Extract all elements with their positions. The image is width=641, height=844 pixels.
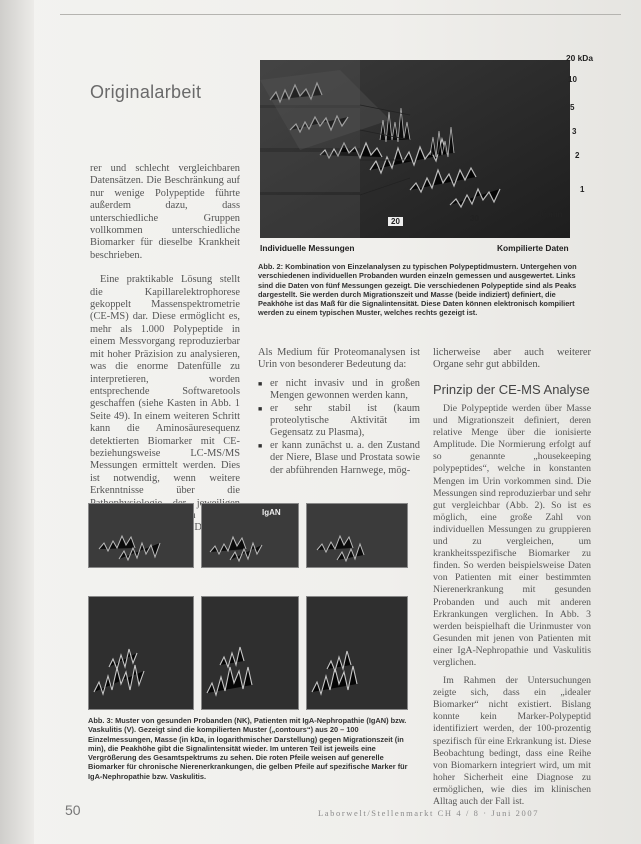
axis-label-30: 30 (470, 214, 479, 223)
middle-intro: Als Medium für Proteomanalysen ist Urin von besonderer Bedeutung da: (258, 347, 420, 371)
axis-label-20: 20 (388, 217, 403, 226)
axis-label-40min: 40 min (537, 210, 563, 219)
figure-2-caption: Abb. 2: Kombination von Einzelanalysen zu typischen Polypeptidmustern. Untergehen von verschiedenen individuellen Probanden wurden einzeln gemessen und ausgewertet. Links sind die Daten von fünf Messungen gezeigt. Die verschiedenen Polypeptide sind als Peaks dargestellt. Sie werden durch Migrationszeit und Masse (beide indiziert) definiert, die Peakhöhe ist das Maß für die Signalintensität. Diese Daten können elektronisch kompiliert werden zu einem typischen Muster, welches rechts gezeigt ist. (258, 262, 577, 318)
axis-label-10: 10 (568, 75, 577, 84)
tile-label-igan: IgAN (262, 508, 281, 517)
figure-3-tile-nk-bottom (88, 596, 194, 710)
middle-column (258, 347, 420, 477)
axis-label-20kda: 20 kDa (566, 53, 594, 63)
bullet-item: ■ er kann zunächst u. a. den Zustand der Niere, Blase und Prostata sowie der abführenden Harnwege, mög- (258, 440, 420, 477)
axis-label-5: 5 (570, 103, 575, 112)
right-column (433, 403, 591, 814)
figure-3-tile-nk-top (88, 503, 194, 568)
figure-3-tile-v-top (306, 503, 408, 568)
subheading: Prinzip der CE-MS Analyse (433, 382, 590, 397)
figure-3-tile-igan-top (201, 503, 299, 568)
figure-2-label-left: Individuelle Messungen (260, 243, 355, 253)
figure-2-image (260, 60, 570, 238)
section-heading: Originalarbeit (90, 82, 202, 102)
left-column (90, 163, 240, 553)
right-paragraph-2: Im Rahmen der Untersuchungen zeigte sich, dass ein „idealer Biomarker“ nicht existiert. Bislang konnte kein Marker-Polypeptid identifiziert werden, der 100-prozentig spezifisch für eine Erkrankung ist. Diese Beobachtung bedingt, dass eine Reihe von Biomarkern integriert wird, um mit hoher Sicherheit eine Diagnose zu ermöglichen, wie dies im klinischen Alltag auch der Fall ist. (433, 675, 591, 807)
left-paragraph-1: rer und schlecht vergleichbaren Datensätzen. Die Beschränkung auf nur wenige Polypeptide führte außerdem dazu, dass unterschiedliche Gruppen vollkommen unterschiedliche Biomarker für dieselbe Krankheit beschrieben. (90, 163, 240, 261)
axis-label-3: 3 (572, 127, 577, 136)
figure-3-tile-igan-bottom (201, 596, 299, 710)
figure-2-label-right: Kompilierte Daten (497, 243, 569, 253)
tile-graphic (202, 504, 298, 567)
right-paragraph-1: Die Polypeptide werden über Masse und Migrationszeit definiert, deren relative Menge über die ionisierte Amplitude. Die Normierung erfolgt auf so genannte „housekeeping polypeptides“, welche in konstanten Mengen im Urin vorkommen sind. Die Messungen sind reproduzierbar und sehr gut vergleichbar (Abb. 2). So ist es möglich, eine große Zahl von individuellen Messungen zu gruppieren und zu vergleichen, um krankheitsspezifische Biomarker zu finden. So werden beispielsweise Daten von Patienten mit einer bestimmten Nierenerkrankung mit gesunden Probanden und auch mit anderen Erkrankungen verglichen. In Abb. 3 werden beispielhaft die Urinmuster von Gesunden mit jenen von Patienten mit einer IgA-Nephropathie und Vaskulitis verglichen. (433, 403, 591, 668)
top-rule (60, 14, 621, 15)
axis-label-1: 1 (580, 185, 585, 194)
tile-graphic (89, 597, 193, 709)
tile-graphic (89, 504, 193, 567)
page-number: 50 (65, 802, 81, 818)
page-gutter (0, 0, 34, 844)
figure-2-graphic (260, 60, 570, 238)
bullet-item: ■ er nicht invasiv und in großen Mengen gewonnen werden kann, (258, 378, 420, 403)
tile-graphic (307, 504, 407, 567)
figure-3-tile-v-bottom (306, 596, 408, 710)
bullet-item: ■ er sehr stabil ist (kaum proteolytische Aktivität im Gegensatz zu Plasma), (258, 403, 420, 440)
axis-label-2: 2 (575, 151, 580, 160)
tile-graphic (202, 597, 298, 709)
left-paragraph-2: Eine praktikable Lösung stellt die Kapillarelektrophorese gekoppelt Massenspektrometrie (CE-MS) dar. Diese ermöglicht es, mehr als 1.000 Polypeptide in einem Messvorgang reproduzierbar mit hoher Präzision zu analysieren, was die enorme Datenfülle zu interpretieren, worden entsprechende Softwaretools geschaffen (siehe Kasten in Abb. 1 Seite 49). In einem weiteren Schritt kann die Aminosäuresequenz detektierten Biomarker mit CE- beziehungsweise LC-MS/MS Messungen ermittelt werden. Dies ist notwendig, wenn weitere Erkenntnisse über die (90, 274, 240, 497)
footer-text: Laborwelt/Stellenmarkt CH 4 / 8 · Juni 2007 (318, 808, 540, 818)
right-column-top: licherweise aber auch weiterer Organe sehr gut abbilden. (433, 347, 591, 371)
figure-3-caption: Abb. 3: Muster von gesunden Probanden (NK), Patienten mit IgA-Nephropathie (IgAN) bzw. Vaskulitis (V). Gezeigt sind die kompilierten Muster („contours“) aus 20 – 100 Einzelmessungen, Masse (in kDa, in logarithmischer Darstellung) gegen Migrationszeit (in min), die Peakhöhe gibt die Signalintensität wieder. Im unteren Teil ist jeweils eine Vergrößerung des Gesamtspektrums zu sehen. Die roten Pfeile weisen auf generelle Biomarker für chronische Nierenerkrankungen, die gelben Pfeile auf spezifische Marker für IgA-Nephropathie bzw. Vaskulitis. (88, 716, 408, 781)
tile-graphic (307, 597, 407, 709)
